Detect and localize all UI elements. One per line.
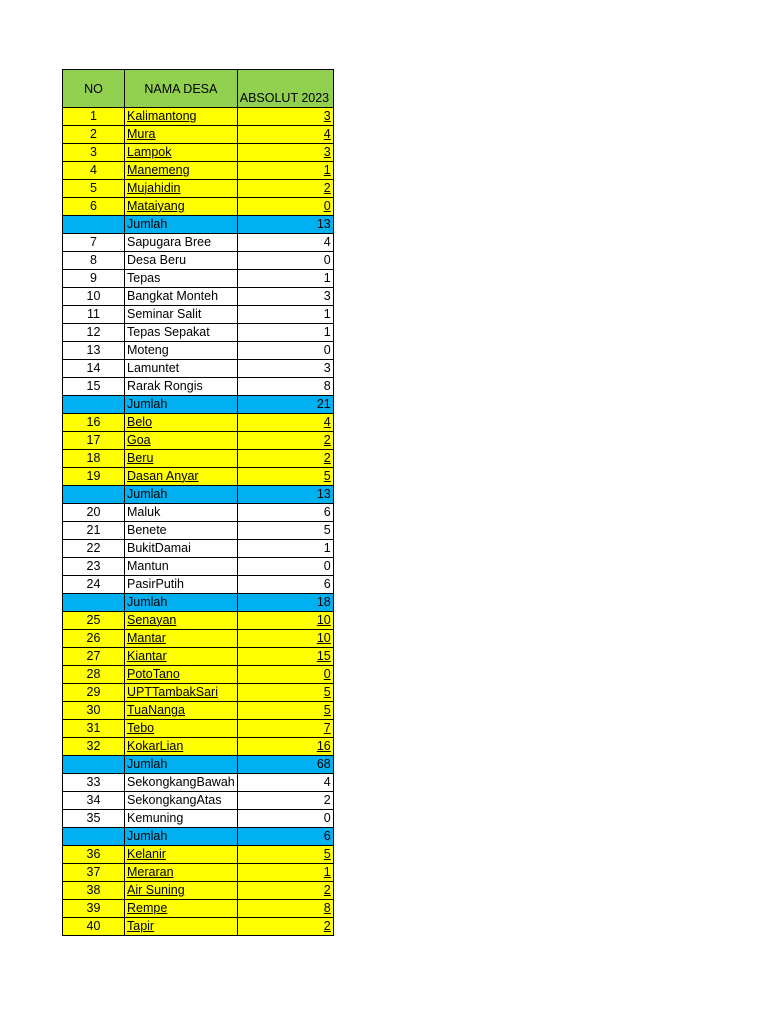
cell-value[interactable]: 2 xyxy=(237,918,333,936)
cell-no[interactable]: 17 xyxy=(63,432,125,450)
table-row xyxy=(63,648,334,666)
table-row xyxy=(63,342,334,360)
cell-value[interactable]: 5 xyxy=(237,846,333,864)
table-row xyxy=(63,378,334,396)
cell-no[interactable]: 25 xyxy=(63,612,125,630)
cell-value[interactable]: 1 xyxy=(237,864,333,882)
cell-village-name[interactable]: Benete xyxy=(125,522,238,540)
cell-village-name[interactable]: Jumlah xyxy=(125,216,238,234)
cell-no[interactable]: 23 xyxy=(63,558,125,576)
cell-no[interactable]: 38 xyxy=(63,882,125,900)
table-row xyxy=(63,576,334,594)
cell-no[interactable]: 40 xyxy=(63,918,125,936)
cell-village-name[interactable]: Mantar xyxy=(125,630,238,648)
cell-value[interactable]: 0 xyxy=(237,810,333,828)
cell-village-name[interactable]: Jumlah xyxy=(125,396,238,414)
table-row xyxy=(63,360,334,378)
cell-village-name[interactable]: Kemuning xyxy=(125,810,238,828)
table-row xyxy=(63,162,334,180)
table-row xyxy=(63,846,334,864)
cell-value[interactable]: 10 xyxy=(237,612,333,630)
table-row xyxy=(63,306,334,324)
table-row xyxy=(63,414,334,432)
cell-value[interactable]: 10 xyxy=(237,630,333,648)
cell-value[interactable]: 3 xyxy=(237,360,333,378)
cell-village-name[interactable]: Dasan Anyar xyxy=(125,468,238,486)
cell-village-name[interactable]: Meraran xyxy=(125,864,238,882)
table-row xyxy=(63,234,334,252)
cell-no[interactable]: 16 xyxy=(63,414,125,432)
cell-no[interactable]: 9 xyxy=(63,270,125,288)
cell-no[interactable]: 35 xyxy=(63,810,125,828)
cell-value[interactable]: 16 xyxy=(237,738,333,756)
cell-no[interactable]: 20 xyxy=(63,504,125,522)
table-row xyxy=(63,882,334,900)
cell-value[interactable]: 8 xyxy=(237,900,333,918)
header-row xyxy=(63,70,334,108)
cell-no[interactable] xyxy=(63,594,125,612)
cell-village-name[interactable]: Tepas xyxy=(125,270,238,288)
subtotal-row xyxy=(63,216,334,234)
table-row xyxy=(63,720,334,738)
cell-village-name[interactable]: Tebo xyxy=(125,720,238,738)
cell-no[interactable]: 8 xyxy=(63,252,125,270)
subtotal-row xyxy=(63,756,334,774)
cell-no[interactable]: 31 xyxy=(63,720,125,738)
cell-village-name[interactable]: Air Suning xyxy=(125,882,238,900)
cell-value[interactable]: 7 xyxy=(237,720,333,738)
cell-value[interactable]: 5 xyxy=(237,684,333,702)
cell-no[interactable]: 10 xyxy=(63,288,125,306)
table-row xyxy=(63,702,334,720)
cell-village-name[interactable]: Sapugara Bree xyxy=(125,234,238,252)
cell-village-name[interactable]: PasirPutih xyxy=(125,576,238,594)
cell-no[interactable]: 6 xyxy=(63,198,125,216)
cell-no[interactable]: 13 xyxy=(63,342,125,360)
cell-no[interactable]: 18 xyxy=(63,450,125,468)
cell-village-name[interactable]: Jumlah xyxy=(125,486,238,504)
cell-village-name[interactable]: Kelanir xyxy=(125,846,238,864)
cell-village-name[interactable]: Rempe xyxy=(125,900,238,918)
cell-village-name[interactable]: Jumlah xyxy=(125,828,238,846)
table-row xyxy=(63,738,334,756)
subtotal-row xyxy=(63,486,334,504)
cell-value[interactable]: 6 xyxy=(237,504,333,522)
cell-value[interactable]: 0 xyxy=(237,666,333,684)
cell-value[interactable]: 6 xyxy=(237,576,333,594)
subtotal-row xyxy=(63,828,334,846)
cell-village-name[interactable]: Senayan xyxy=(125,612,238,630)
cell-no[interactable]: 14 xyxy=(63,360,125,378)
cell-value[interactable]: 13 xyxy=(237,486,333,504)
cell-no[interactable]: 12 xyxy=(63,324,125,342)
cell-village-name[interactable]: Maluk xyxy=(125,504,238,522)
cell-village-name[interactable]: SekongkangBawah xyxy=(125,774,238,792)
cell-village-name[interactable]: KokarLian xyxy=(125,738,238,756)
cell-value[interactable]: 1 xyxy=(237,270,333,288)
cell-no[interactable]: 4 xyxy=(63,162,125,180)
cell-no[interactable]: 28 xyxy=(63,666,125,684)
table-row xyxy=(63,630,334,648)
cell-village-name[interactable]: Rarak Rongis xyxy=(125,378,238,396)
header-village-name[interactable]: NAMA DESA xyxy=(125,70,238,108)
cell-village-name[interactable]: Mujahidin xyxy=(125,180,238,198)
table-row xyxy=(63,144,334,162)
cell-village-name[interactable]: Lampok xyxy=(125,144,238,162)
cell-value[interactable]: 3 xyxy=(237,144,333,162)
table-row xyxy=(63,558,334,576)
village-data-table xyxy=(62,69,334,936)
cell-value[interactable]: 5 xyxy=(237,522,333,540)
cell-village-name[interactable]: Tapir xyxy=(125,918,238,936)
cell-value[interactable]: 5 xyxy=(237,468,333,486)
cell-no[interactable]: 5 xyxy=(63,180,125,198)
table-row xyxy=(63,864,334,882)
cell-value[interactable]: 2 xyxy=(237,882,333,900)
table-body xyxy=(63,108,334,936)
cell-village-name[interactable]: Mura xyxy=(125,126,238,144)
cell-village-name[interactable]: Kalimantong xyxy=(125,108,238,126)
table-row xyxy=(63,810,334,828)
cell-village-name[interactable]: BukitDamai xyxy=(125,540,238,558)
cell-village-name[interactable]: Manemeng xyxy=(125,162,238,180)
table-row xyxy=(63,450,334,468)
cell-value[interactable]: 18 xyxy=(237,594,333,612)
cell-village-name[interactable]: Jumlah xyxy=(125,756,238,774)
cell-no[interactable]: 29 xyxy=(63,684,125,702)
cell-value[interactable]: 2 xyxy=(237,450,333,468)
table-row xyxy=(63,522,334,540)
table-row xyxy=(63,198,334,216)
cell-village-name[interactable]: Mantun xyxy=(125,558,238,576)
table-row xyxy=(63,900,334,918)
cell-value[interactable]: 13 xyxy=(237,216,333,234)
table-row xyxy=(63,666,334,684)
cell-village-name[interactable]: TuaNanga xyxy=(125,702,238,720)
cell-village-name[interactable]: Bangkat Monteh xyxy=(125,288,238,306)
table-row xyxy=(63,774,334,792)
cell-value[interactable]: 0 xyxy=(237,558,333,576)
cell-no[interactable]: 37 xyxy=(63,864,125,882)
cell-no[interactable]: 39 xyxy=(63,900,125,918)
table-row xyxy=(63,126,334,144)
cell-no[interactable]: 27 xyxy=(63,648,125,666)
subtotal-row xyxy=(63,594,334,612)
cell-village-name[interactable]: Moteng xyxy=(125,342,238,360)
header-no[interactable]: NO xyxy=(63,70,125,108)
cell-no[interactable]: 3 xyxy=(63,144,125,162)
cell-value[interactable]: 0 xyxy=(237,198,333,216)
table-row xyxy=(63,288,334,306)
cell-no[interactable]: 32 xyxy=(63,738,125,756)
table-row xyxy=(63,540,334,558)
cell-village-name[interactable]: Belo xyxy=(125,414,238,432)
cell-value[interactable]: 6 xyxy=(237,828,333,846)
cell-village-name[interactable]: Desa Beru xyxy=(125,252,238,270)
cell-value[interactable]: 3 xyxy=(237,108,333,126)
table-row xyxy=(63,270,334,288)
header-absolute-2023[interactable]: ABSOLUT 2023 xyxy=(237,70,333,108)
cell-no[interactable]: 19 xyxy=(63,468,125,486)
cell-value[interactable]: 1 xyxy=(237,324,333,342)
table-row xyxy=(63,180,334,198)
cell-no[interactable]: 33 xyxy=(63,774,125,792)
table-row xyxy=(63,108,334,126)
cell-value[interactable]: 0 xyxy=(237,342,333,360)
cell-no[interactable] xyxy=(63,828,125,846)
cell-no[interactable] xyxy=(63,756,125,774)
cell-village-name[interactable]: Beru xyxy=(125,450,238,468)
cell-village-name[interactable]: SekongkangAtas xyxy=(125,792,238,810)
table-row xyxy=(63,684,334,702)
table-row xyxy=(63,468,334,486)
cell-village-name[interactable]: Mataiyang xyxy=(125,198,238,216)
cell-no[interactable]: 36 xyxy=(63,846,125,864)
cell-value[interactable]: 1 xyxy=(237,540,333,558)
cell-value[interactable]: 8 xyxy=(237,378,333,396)
cell-village-name[interactable]: Jumlah xyxy=(125,594,238,612)
table-row xyxy=(63,324,334,342)
cell-value[interactable]: 4 xyxy=(237,126,333,144)
table-row xyxy=(63,252,334,270)
cell-no[interactable]: 26 xyxy=(63,630,125,648)
cell-no[interactable]: 34 xyxy=(63,792,125,810)
cell-village-name[interactable]: Goa xyxy=(125,432,238,450)
cell-no[interactable]: 22 xyxy=(63,540,125,558)
cell-no[interactable]: 2 xyxy=(63,126,125,144)
table-row xyxy=(63,432,334,450)
cell-village-name[interactable]: PotoTano xyxy=(125,666,238,684)
cell-value[interactable]: 68 xyxy=(237,756,333,774)
cell-no[interactable]: 7 xyxy=(63,234,125,252)
cell-value[interactable]: 4 xyxy=(237,774,333,792)
cell-village-name[interactable]: Tepas Sepakat xyxy=(125,324,238,342)
cell-value[interactable]: 1 xyxy=(237,306,333,324)
cell-no[interactable]: 15 xyxy=(63,378,125,396)
table-row xyxy=(63,612,334,630)
cell-value[interactable]: 4 xyxy=(237,234,333,252)
cell-value[interactable]: 1 xyxy=(237,162,333,180)
cell-no[interactable]: 30 xyxy=(63,702,125,720)
table-row xyxy=(63,918,334,936)
cell-value[interactable]: 0 xyxy=(237,252,333,270)
cell-value[interactable]: 5 xyxy=(237,702,333,720)
cell-no[interactable]: 21 xyxy=(63,522,125,540)
table-row xyxy=(63,504,334,522)
cell-value[interactable]: 2 xyxy=(237,432,333,450)
cell-no[interactable] xyxy=(63,396,125,414)
cell-value[interactable]: 3 xyxy=(237,288,333,306)
cell-no[interactable]: 1 xyxy=(63,108,125,126)
cell-value[interactable]: 2 xyxy=(237,180,333,198)
cell-no[interactable]: 24 xyxy=(63,576,125,594)
cell-village-name[interactable]: Kiantar xyxy=(125,648,238,666)
subtotal-row xyxy=(63,396,334,414)
cell-no[interactable] xyxy=(63,216,125,234)
table-row xyxy=(63,792,334,810)
cell-no[interactable] xyxy=(63,486,125,504)
cell-value[interactable]: 4 xyxy=(237,414,333,432)
cell-village-name[interactable]: Seminar Salit xyxy=(125,306,238,324)
cell-value[interactable]: 15 xyxy=(237,648,333,666)
cell-village-name[interactable]: Lamuntet xyxy=(125,360,238,378)
cell-no[interactable]: 11 xyxy=(63,306,125,324)
cell-value[interactable]: 21 xyxy=(237,396,333,414)
cell-value[interactable]: 2 xyxy=(237,792,333,810)
cell-village-name[interactable]: UPTTambakSari xyxy=(125,684,238,702)
